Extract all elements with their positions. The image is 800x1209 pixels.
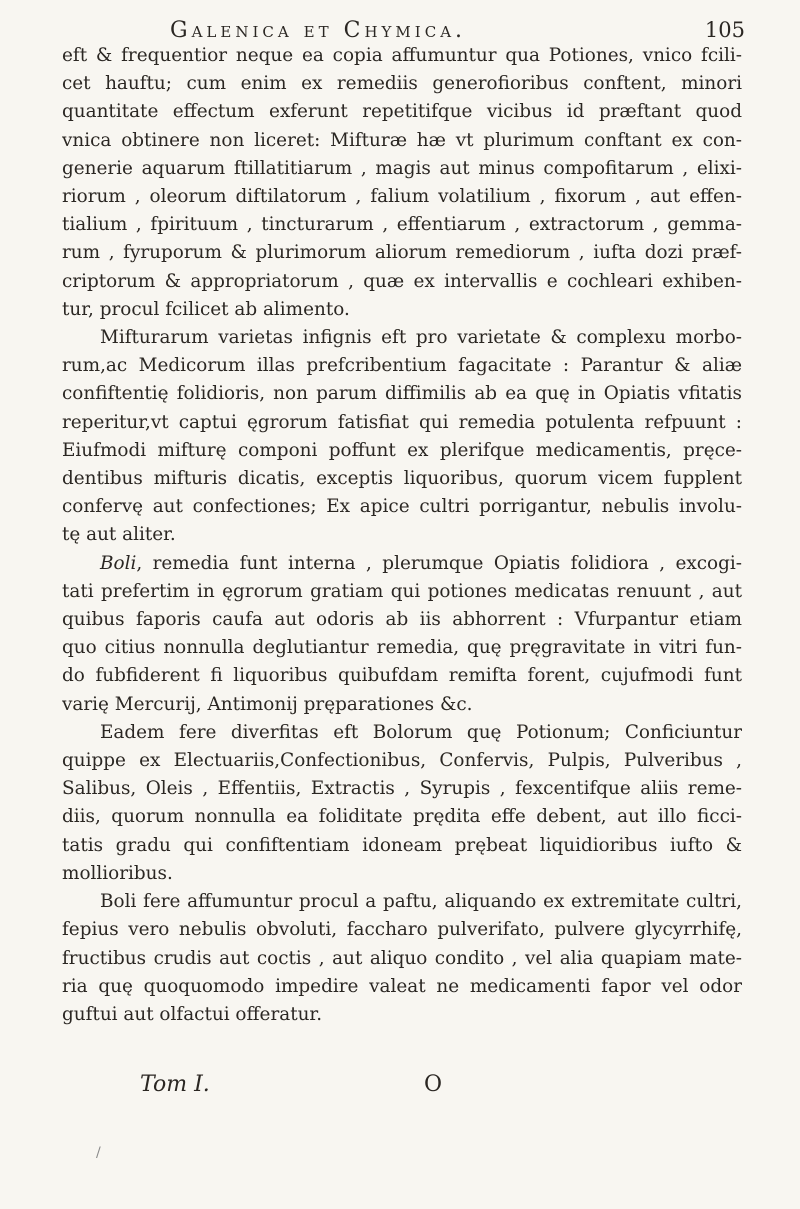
text-line: riorum , oleorum diftilatorum , falium volatilium , fixorum , aut effen- [62, 186, 742, 208]
text-line: tialium , fpirituum , tincturarum , effentiarum , extractorum , gemma- [62, 214, 742, 236]
signature-mark: O [424, 1072, 443, 1097]
text-line: quo citius nonnulla deglutiantur remedia, quę pręgravitate in vitri fun- [62, 637, 742, 659]
text-line: Eiufmodi mifturę componi poffunt ex plerifque medicamentis, pręce- [62, 439, 742, 461]
text-line: cet hauftu; cum enim ex remediis generofioribus conftent, minori [62, 73, 742, 95]
page-number: 105 [704, 18, 745, 42]
running-title: Galenica et Chymica. [170, 18, 467, 43]
text-line: eft & frequentior neque ea copia affumuntur qua Potiones, vnico fcili- [62, 45, 742, 66]
text-line: quantitate effectum exferunt repetitifque vicibus id præftant quod [62, 101, 742, 123]
body-text [62, 42, 742, 1029]
text-line: fepius vero nebulis obvoluti, faccharo pulverifato, pulvere glycyrrhifę, [62, 919, 742, 941]
text-line: Boli fere affumuntur procul a paftu, aliquando ex extremitate cultri, [100, 891, 742, 913]
text-line: tur, procul fcilicet ab alimento. [62, 298, 350, 320]
text-line: Boli, remedia funt interna , plerumque Opiatis folidiora , excogi- [100, 552, 742, 574]
text-line: generie aquarum ftillatitiarum , magis aut minus compofitarum , elixi- [62, 157, 742, 179]
text-line: Mifturarum varietas infignis eft pro varietate & complexu morbo- [100, 327, 742, 349]
text-line: guftui aut olfactui offeratur. [62, 1003, 323, 1025]
text-line: criptorum & appropriatorum , quæ ex intervallis e cochleari exhiben- [62, 270, 742, 292]
text-line: dentibus mifturis dicatis, exceptis liquoribus, quorum vicem fupplent [62, 468, 742, 490]
text-line: Eadem fere diverfitas eft Bolorum quę Potionum; Conficiuntur [100, 721, 742, 743]
text-line: quippe ex Electuariis,Confectionibus, Confervis, Pulpis, Pulveribus , [62, 750, 742, 772]
term-boli: Boli [100, 552, 137, 574]
text-line: rum , fyruporum & plurimorum aliorum remediorum , iufta dozi præf- [62, 242, 742, 264]
text-line: tati prefertim in ęgrorum gratiam qui potiones medicatas renuunt , aut [62, 580, 742, 602]
text-line: mollioribus. [62, 862, 173, 884]
text-line: do fubfiderent fi liquoribus quibufdam remifta forent, cujufmodi funt [62, 665, 742, 687]
text-line: Salibus, Oleis , Effentiis, Extractis , Syrupis , fexcentifque aliis reme- [62, 778, 742, 800]
text-line: reperitur,vt captui ęgrorum fatisfiat qui remedia potulenta refpuunt : [62, 411, 742, 433]
text-line: fructibus crudis aut coctis , aut aliquo condito , vel alia quapiam mate- [62, 947, 742, 969]
text-line: confervę aut confectiones; Ex apice cultri porrigantur, nebulis involu- [62, 496, 742, 518]
text-line: tatis gradu qui confiftentiam idoneam prębeat liquidioribus iufto & [62, 834, 742, 856]
text-line: vnica obtinere non liceret: Mifturæ hæ vt plurimum conftant ex con- [62, 129, 742, 151]
text-line: rum,ac Medicorum illas prefcribentium fagacitate : Parantur & aliæ [62, 355, 742, 377]
page-footer [60, 1072, 740, 1112]
stain-mark: / [96, 1145, 101, 1161]
text-line: tę aut aliter. [62, 524, 176, 546]
volume-label: Tom I. [140, 1072, 210, 1097]
text-line: varię Mercurij, Antimonij pręparationes &c. [62, 693, 473, 715]
text-line: ria quę quoquomodo impedire valeat ne medicamenti fapor vel odor [62, 975, 742, 997]
text-line: quibus faporis caufa aut odoris ab iis abhorrent : Vfurpantur etiam [62, 609, 742, 631]
text-line: diis, quorum nonnulla ea foliditate prędita effe debent, aut illo ficci- [62, 806, 742, 828]
text-line: confiftentię folidioris, non parum diffimilis ab ea quę in Opiatis vfitatis [62, 383, 742, 405]
